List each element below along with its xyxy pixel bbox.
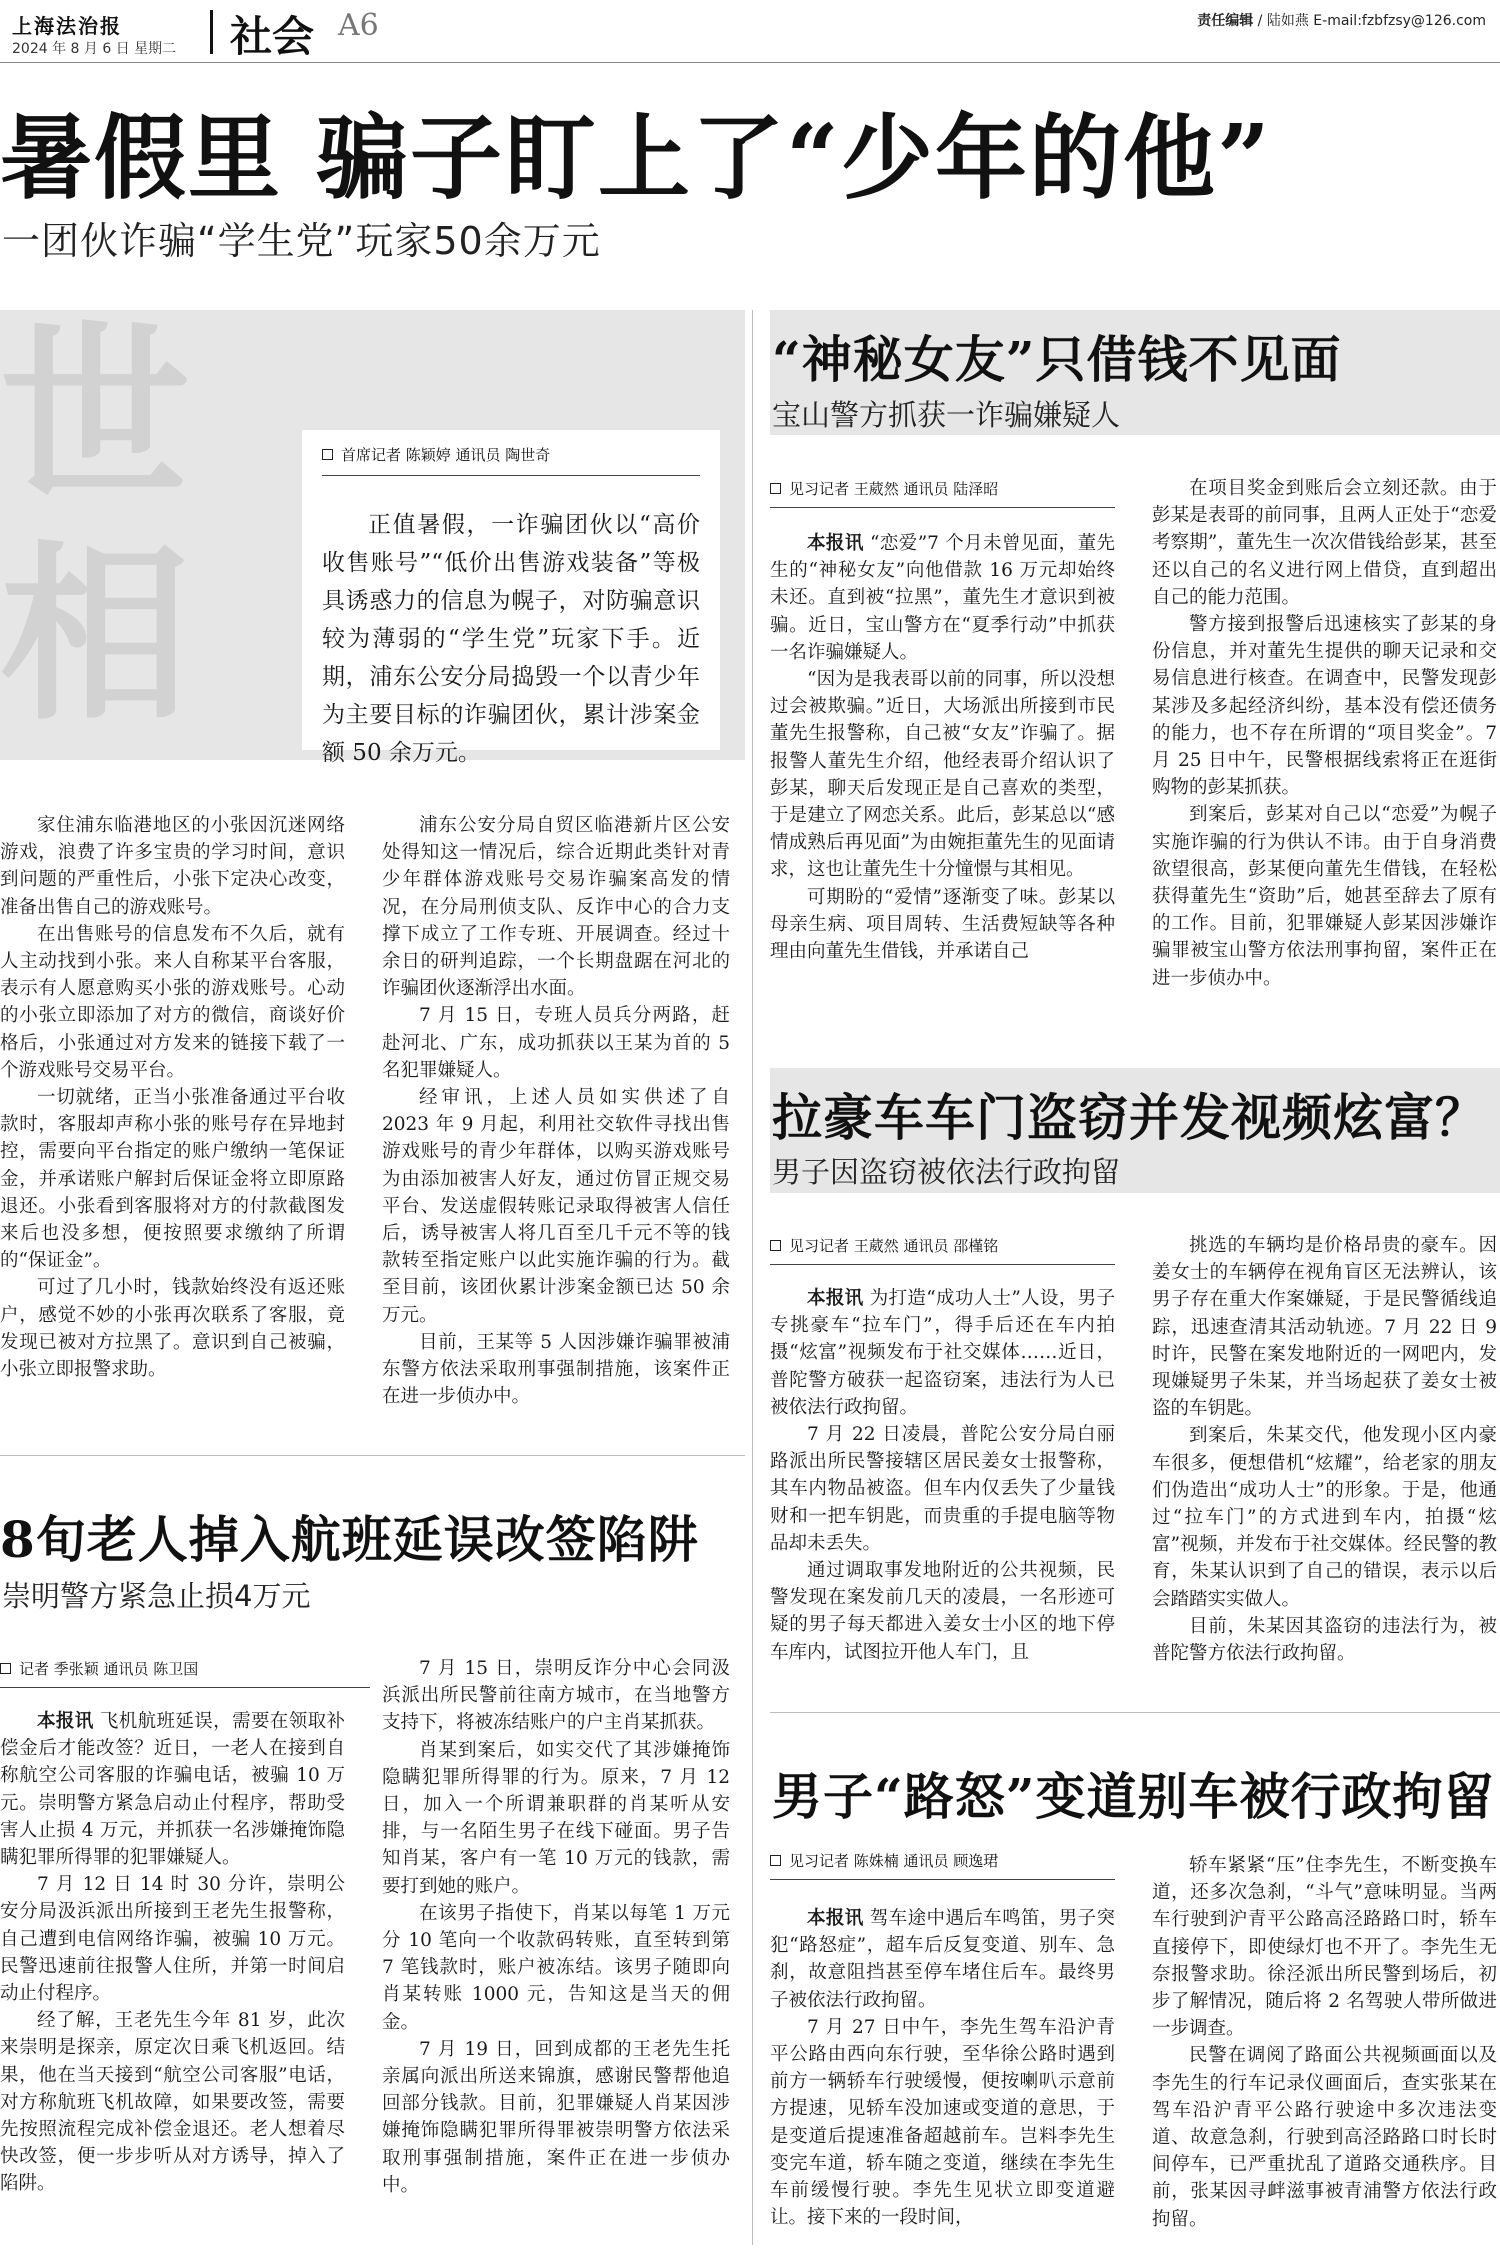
main-subheadline: 一团伙诈骗“学生党”玩家50余万元	[2, 219, 601, 263]
story4-byline: 见习记者 王葳然 通讯员 邵槿铭	[770, 1235, 1115, 1265]
story5-col-2: 轿车紧紧“压”住李先生，不断变换车道，还多次急刹，“斗气”意味明显。当两车行驶到沪青平公路高泾路路口时，轿车直接停下，即使绿灯也不开了。李先生无奈报警求助。徐泾派出所民警到场后，初步了解情况，随后将 2 名驾驶人带所做进一步调查。 民警在调阅了路面公共视频画面以及李先生的行车记录仪画面后，查实张某在驾车沿沪青平公路行驶途中多次违法变道、故意急刹，行驶到高泾路路口时长时间停车，已严重扰乱了道路交通秩序。目前，张某因寻衅滋事被青浦警方依法行政拘留。	[1152, 1855, 1497, 2230]
main-headline: 暑假里 骗子盯上了“少年的他”	[0, 104, 1272, 212]
byline-square-icon	[770, 483, 781, 494]
story3-col-1: 本报讯 “恋爱”7 个月未曾见面，董先生的“神秘女友”向他借款 16 万元却始终未还。直到被“拉黑”，董先生才意识到被骗。近日，宝山警方在“夏季行动”中抓获一名诈骗嫌疑人。 “因为是我表哥以前的同事，所以没想过会被欺骗。”近日，大场派出所接到市民董先生报警称，自己被“女友”诈骗了。据报警人董先生介绍，他经表哥介绍认识了彭某，聊天后发现正是自己喜欢的类型，于是建立了网恋关系。此后，彭某总以“感情成熟后再见面”为由婉拒董先生的见面请求，这也让董先生十分憧憬与其相见。 可期盼的“爱情”逐渐变了味。彭某以母亲生病、项目周转、生活费短缺等各种理由向董先生借钱，并承诺自己	[770, 533, 1115, 963]
story2-subheadline: 崇明警方紧急止损4万元	[2, 1579, 311, 1613]
story4-col-2: 挑选的车辆均是价格昂贵的豪车。因姜女士的车辆停在视角盲区无法辨认，该男子存在重大作案嫌疑，于是民警循线追踪，迅速查清其活动轨迹。7 月 22 日 9 时许，民警在案发地附近的一网吧内，发现嫌疑男子朱某，并当场起获了姜女士被盗的车钥匙。 到案后，朱某交代，他发现小区内豪车很多，便想借机“炫耀”，给老家的朋友们伪造出“成功人士”的形象。于是，他通过“拉车门”的方式进到车内，拍摄“炫富”视频，并发布于社交媒体。经民警的教育，朱某认识到了自己的错误，表示以后会踏踏实实做人。 目前，朱某因其盗窃的违法行为，被普陀警方依法行政拘留。	[1152, 1235, 1497, 1665]
editor-name: 陆如燕	[1266, 13, 1309, 29]
main-col-2: 浦东公安分局自贸区临港新片区公安处得知这一情况后，综合近期此类针对青少年群体游戏账号交易诈骗案高发的情况，在分局刑侦支队、反诈中心的合力支撑下成立了工作专班、开展调查。经过十余日的研判追踪，一个长期盘踞在河北的诈骗团伙逐渐浮出水面。 7 月 15 日，专班人员兵分两路，赶赴河北、广东，成功抓获以王某为首的 5 名犯罪嫌疑人。 经审讯，上述人员如实供述了自 2023 年 9 月起，利用社交软件寻找出售游戏账号的青少年群体，以购买游戏账号为由添加被害人好友，通过仿冒正规交易平台、发送虚假转账记录取得被害人信任后，诱导被害人将几百至几千元不等的钱款转至指定账户以此实施诈骗的行为。截至目前，该团伙累计涉案金额已达 50 余万元。 目前，王某等 5 人因涉嫌诈骗罪被浦东警方依法采取刑事强制措施，该案件正在进一步侦办中。	[382, 815, 730, 1408]
story2-col-2: 7 月 15 日，崇明反诈分中心会同汲浜派出所民警前往南方城市，在当地警方支持下，将被冻结账户的户主肖某抓获。 肖某到案后，如实交代了其涉嫌掩饰隐瞒犯罪所得罪的行为。原来，7 月 12 日，加入一个所谓兼职群的肖某听从安排，与一名陌生男子在线下碰面。男子告知肖某，客户有一笔 10 万元的钱款，需要打到她的账户。 在该男子指使下，肖某以每笔 1 万元分 10 笔向一个收款码转账，直至转到第 7 笔钱款时，账户被冻结。该男子随即向肖某转账 1000 元，告知这是当天的佣金。 7 月 19 日，回到成都的王老先生托亲属向派出所送来锦旗，感谢民警帮他追回部分钱款。目前，犯罪嫌疑人肖某因涉嫌掩饰隐瞒犯罪所得罪被崇明警方依法采取刑事强制措施，案件正在进一步侦办中。	[382, 1658, 730, 2196]
story4-headline: 拉豪车车门盗窃并发视频炫富？	[772, 1088, 1486, 1147]
masthead-rule	[0, 62, 1500, 63]
story5-rule	[770, 1712, 1500, 1713]
main-col-1: 家住浦东临港地区的小张因沉迷网络游戏，浪费了许多宝贵的学习时间，意识到问题的严重性后，小张下定决心改变，准备出售自己的游戏账号。 在出售账号的信息发布不久后，就有人主动找到小张。来人自称某平台客服，表示有人愿意购买小张的游戏账号。心动的小张立即添加了对方的微信，商谈好价格后，小张通过对方发来的链接下载了一个游戏账号交易平台。 一切就绪，正当小张准备通过平台收款时，客服却声称小张的账号存在异地封控，需要向平台指定的账户缴纳一笔保证金，并承诺账户解封后保证金将立即原路退还。小张看到客服将对方的付款截图发来后也没多想，便按照要求缴纳了所谓的“保证金”。 可过了几小时，钱款始终没有返还账户，感觉不妙的小张再次联系了客服，竟发现已被对方拉黑了。意识到自己被骗，小张立即报警求助。	[0, 815, 345, 1381]
story3-col-2: 在项目奖金到账后会立刻还款。由于彭某是表哥的前同事，且两人正处于“恋爱考察期”，董先生一次次借钱给彭某，甚至还以自己的名义进行网上借贷，直到超出自己的能力范围。 警方接到报警后迅速核实了彭某的身份信息，并对董先生提供的聊天记录和交易信息进行核查。在调查中，民警发现彭某涉及多起经济纠纷，基本没有偿还债务的能力，也不存在所谓的“项目奖金”。7 月 25 日中午，民警根据线索将正在逛街购物的彭某抓获。 到案后，彭某对自己以“恋爱”为幌子实施诈骗的行为供认不讳。由于自身消费欲望很高，彭某便向董先生借钱，在轻松获得董先生“资助”后，她甚至辞去了原有的工作。目前，犯罪嫌疑人彭某因涉嫌诈骗罪被宝山警方依法刑事拘留，案件正在进一步侦办中。	[1152, 478, 1497, 989]
byline-square-icon	[0, 1663, 11, 1674]
page-number: A6	[338, 8, 379, 43]
story2-byline: 记者 季张颖 通讯员 陈卫国	[0, 1658, 370, 1688]
masthead-divider	[210, 10, 213, 54]
story2-rule	[0, 1455, 745, 1456]
main-byline: 首席记者 陈颖婷 通讯员 陶世奇	[322, 444, 700, 476]
main-lead: 正值暑假，一诈骗团伙以“高价收售账号”“低价出售游戏装备”等极具诱惑力的信息为幌子，对防骗意识较为薄弱的“学生党”玩家下手。近期，浦东公安分局捣毁一个以青少年为主要目标的诈骗团伙，累计涉案金额 50 余万元。	[322, 512, 700, 766]
decor-char-1: 世	[0, 303, 191, 526]
story3-byline: 见习记者 王葳然 通讯员 陆泽昭	[770, 478, 1115, 508]
story5-byline: 见习记者 陈姝楠 通讯员 顾逸珺	[770, 1850, 1115, 1880]
story2-headline: 8旬老人掉入航班延误改签陷阱	[0, 1510, 699, 1569]
issue-date: 2024 年 8 月 6 日 星期二	[12, 41, 177, 57]
editor-label: 责任编辑	[1197, 13, 1254, 29]
decor-char-2: 相	[0, 523, 191, 746]
story3-headline: “神秘女友”只借钱不见面	[772, 330, 1342, 389]
byline-square-icon	[770, 1855, 781, 1866]
paper-logo: 上海法治报	[12, 14, 122, 38]
story5-col-1: 本报讯 驾车途中遇后车鸣笛，男子突犯“路怒症”，超车后反复变道、别车、急刹，故意阻挡甚至停车堵住后车。最终男子被依法行政拘留。 7 月 27 日中午，李先生驾车沿沪青平公路由西向东行驶，至华徐公路时遇到前方一辆轿车行驶缓慢，便按喇叭示意前方提速，见轿车没加速或变道的意思，于是变道后提速准备超越前车。岂料李先生变完车道，轿车随之变道，继续在李先生车前缓慢行驶。李先生见状立即变道避让。接下来的一段时间，	[770, 1908, 1115, 2229]
lead-box	[302, 430, 720, 766]
byline-square-icon	[322, 449, 333, 460]
story2-col-1: 本报讯 飞机航班延误，需要在领取补偿金后才能改签？近日，一老人在接到自称航空公司客服的诈骗电话，被骗 10 万元。崇明警方紧急启动止付程序，帮助受害人止损 4 万元，并抓获一名涉嫌掩饰隐瞒犯罪所得罪的犯罪嫌疑人。 7 月 12 日 14 时 30 分许，崇明公安分局汲浜派出所接到王老先生报警称，自己遭到电信网络诈骗，被骗 10 万元。民警迅速前往报警人住所，并第一时间启动止付程序。 经了解，王老先生今年 81 岁，此次来崇明是探亲，原定次日乘飞机返回。结果，他在当天接到“航空公司客服”电话，对方称航班飞机故障，如果要改签，需要先按照流程完成补偿金退还。老人想着尽快改签，便一步步听从对方诱导，掉入了陷阱。	[0, 1711, 345, 2195]
byline-square-icon	[770, 1240, 781, 1251]
page-divider	[752, 310, 753, 2245]
story4-col-1: 本报讯 为打造“成功人士”人设，男子专挑豪车“拉车门”，得手后还在车内拍摄“炫富”视频发布于社交媒体……近日，普陀警方破获一起盗窃案，违法行为人已被依法行政拘留。 7 月 22 日凌晨，普陀公安分局白丽路派出所民警接辖区居民姜女士报警称，其车内物品被盗。但车内仅丢失了少量钱财和一把车钥匙，而贵重的手提电脑等物品却未丢失。 通过调取事发地附近的公共视频，民警发现在案发前几天的凌晨，一名形迹可疑的男子每天都进入姜女士小区的地下停车库内，试图拉开他人车门，且	[770, 1288, 1115, 1663]
editor-line: 责任编辑 / 陆如燕 E-mail:fzbfzsy@126.com	[1197, 13, 1486, 29]
story3-subheadline: 宝山警方抓获一诈骗嫌疑人	[772, 398, 1121, 432]
section-name: 社会	[230, 12, 315, 61]
editor-email: E-mail:fzbfzsy@126.com	[1313, 13, 1486, 29]
story4-subheadline: 男子因盗窃被依法行政拘留	[772, 1155, 1121, 1189]
story5-headline: 男子“路怒”变道别车被行政拘留	[772, 1767, 1495, 1826]
